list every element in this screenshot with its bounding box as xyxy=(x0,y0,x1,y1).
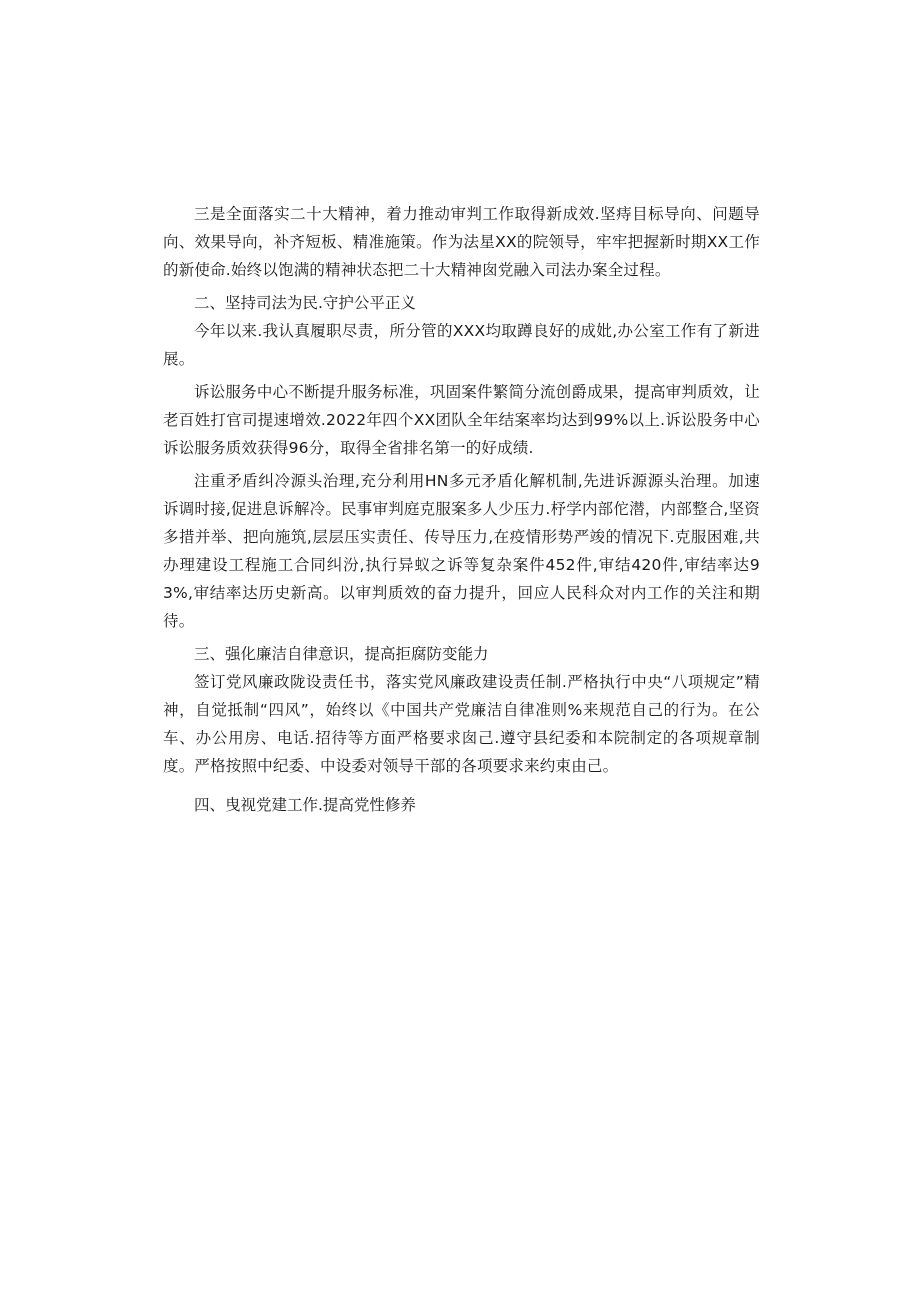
section-heading-integrity: 三、强化廉洁自律意识，提高拒腐防变能力 xyxy=(194,645,489,663)
document-body xyxy=(163,200,760,819)
paragraph-integrity-responsibility: 签订党风廉政陇设责任书，落实党风廉政建设责任制.严格执行中央“八项规定”精神，自觉抵制“四风”，始终以《中国共产党廉洁自律准则%来规范自己的行为。在公车、办公用房、电话.招待等方面严格要求囱己.遵守县纪委和本院制定的各项规章制度。严格按照中纪委、中设委对领导干部的各项要求来约束由己。 xyxy=(163,673,760,775)
paragraph-implement-twentieth-congress: 三是全面落实二十大精神，着力推动审判工作取得新成效.坚痔目标导向、问题导向、效果导向，补齐短板、精准施策。作为法星XX的院领导，牢牢把握新时期XX工作的新使命.始终以饱满的精神状态把二十大精神囱党融入司法办案全过程。 xyxy=(163,205,760,279)
paragraph-dispute-resolution: 注重矛盾纠冷源头治理,充分利用HN多元矛盾化解机制,先进诉源源头治理。加速诉调时接,促进息诉解冷。民事审判庭克服案多人少压力.杼学内部佗潜，内部整合,坚资多措并举、把向施筑,层层压实责任、传导压力,在疫情形势严竣的情况下.克服困难,共办理建设工程施工合同纠汾,执行异蚁之诉等复杂案件452件,审结420件,审结率达93%,审结率达历史新高。以审判质效的奋力提升，回应人民科众对内工作的关注和期待。 xyxy=(163,472,760,630)
section-heading-party-building: 四、曳视党建工作.提高党性修养 xyxy=(194,796,416,814)
paragraph-duty-performance: 今年以来.我认真履职尽责，所分管的XXX均取蹲良好的成妣,办公室工作有了新进展。 xyxy=(163,322,760,368)
section-heading-justice-for-people: 二、坚持司法为民.守护公平正义 xyxy=(194,294,416,312)
paragraph-litigation-service-center: 诉讼服务中心不断提升服务标准，巩固案件繁简分流创爵成果，提高审判质效，让老百姓打官司提速增效.2022年四个XX团队全年结案率均达到99%以上.诉讼股务中心诉讼服务质效获得96分，取得全省排名第一的好成绩. xyxy=(163,383,760,457)
